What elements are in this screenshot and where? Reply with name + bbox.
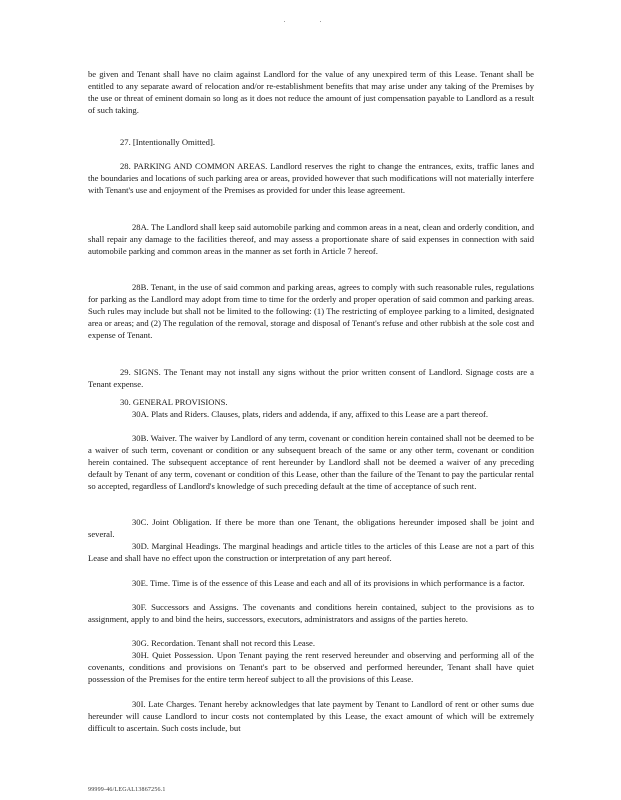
- paragraph-28-text: 28. PARKING AND COMMON AREAS. Landlord reserves the right to change the entrances, exits, traffic lanes and the boundaries and locations of such parking area or areas, provided however that such modifications will not materially interfere with Tenant's use and enjoyment of the Premises as provided for under this lease agreement.: [88, 161, 534, 196]
- paragraph-30d: [88, 540, 534, 564]
- paragraph-30e: [88, 577, 534, 589]
- paragraph-30a: [88, 408, 534, 420]
- paragraph-28: [88, 160, 534, 196]
- paragraph-30d-text: 30D. Marginal Headings. The marginal headings and article titles to the articles of this Lease are not a part of this Lease and shall have no effect upon the construction or interpretation of any part hereof.: [88, 541, 534, 564]
- paragraph-30b: [88, 432, 534, 492]
- top-scan-mark: · ·: [283, 18, 338, 26]
- paragraph-27-text: 27. [Intentionally Omitted].: [120, 137, 215, 147]
- paragraph-30c: [88, 516, 534, 540]
- paragraph-intro: [88, 68, 534, 116]
- paragraph-30i-text: 30I. Late Charges. Tenant hereby acknowledges that late payment by Tenant to Landlord of rent or other sums due hereunder will cause Landlord to incur costs not contemplated by this Lease, the exact amount of which will be extremely difficult to ascertain. Such costs include, but: [88, 699, 534, 734]
- paragraph-30-heading: [88, 396, 534, 408]
- paragraph-28a-text: 28A. The Landlord shall keep said automobile parking and common areas in a neat, clean and orderly condition, and shall repair any damage to the facilities thereof, and may assess a proportionate share of said expenses in connection with said automobile parking and common areas in the manner as set forth in Article 7 hereof.: [88, 222, 534, 257]
- paragraph-30i: [88, 698, 534, 734]
- paragraph-30-heading-text: 30. GENERAL PROVISIONS.: [120, 397, 228, 407]
- paragraph-30h-text: 30H. Quiet Possession. Upon Tenant paying the rent reserved hereunder and observing and performing all of the covenants, conditions and provisions on Tenant's part to be observed and performed hereunder, Tenant shall have quiet possession of the Premises for the entire term hereof subject to all the provisions of this Lease.: [88, 650, 534, 685]
- paragraph-28a: [88, 221, 534, 257]
- paragraph-30g-text: 30G. Recordation. Tenant shall not record this Lease.: [132, 638, 315, 648]
- paragraph-30a-text: 30A. Plats and Riders. Clauses, plats, riders and addenda, if any, affixed to this Lease are a part thereof.: [132, 409, 489, 419]
- paragraph-30f: [88, 601, 534, 625]
- paragraph-28b-text: 28B. Tenant, in the use of said common and parking areas, agrees to comply with such reasonable rules, regulations for parking as the Landlord may adopt from time to time for the orderly and proper operation of said common and parking areas. Such rules may include but shall not be limited to the following: (1) The restricting of employee parking to a limited, designated area or areas; and (2) The regulation of the removal, storage and disposal of Tenant's refuse and other rubbish at the sole cost and expense of Tenant.: [88, 282, 534, 341]
- paragraph-30b-text: 30B. Waiver. The waiver by Landlord of any term, covenant or condition herein contained shall not be deemed to be a waiver of such term, covenant or condition or any subsequent breach of the same or any other term, covenant or condition herein contained. The subsequent acceptance of rent hereunder by Landlord shall not be deemed a waiver of any preceding default by Tenant of any term, covenant or condition of this Lease, other than the failure of the Tenant to pay the particular rental so accepted, regardless of Landlord's knowledge of such preceding default at the time of acceptance of such rent.: [88, 433, 534, 492]
- paragraph-28b: [88, 281, 534, 341]
- paragraph-30f-text: 30F. Successors and Assigns. The covenants and conditions herein contained, subject to the provisions as to assignment, apply to and bind the heirs, successors, executors, administrators and assigns of the parties hereto.: [88, 602, 534, 625]
- paragraph-30c-text: 30C. Joint Obligation. If there be more than one Tenant, the obligations hereunder imposed shall be joint and several.: [88, 517, 534, 540]
- paragraph-30e-text: 30E. Time. Time is of the essence of this Lease and each and all of its provisions in which performance is a factor.: [132, 578, 525, 588]
- document-footer-id: 99999-46/LEGAL13867256.1: [88, 787, 166, 793]
- paragraph-30h: [88, 649, 534, 685]
- paragraph-30g: [88, 637, 534, 649]
- paragraph-intro-text: be given and Tenant shall have no claim against Landlord for the value of any unexpired term of this Lease. Tenant shall be entitled to any separate award of relocation and/or re-establishment benefits that may arise under any taking of the Premises by the use or threat of eminent domain so long as it does not reduce the amount of just compensation payable to Landlord as a result of such taking.: [88, 69, 534, 116]
- paragraph-29-text: 29. SIGNS. The Tenant may not install any signs without the prior written consent of Landlord. Signage costs are a Tenant expense.: [88, 367, 534, 390]
- paragraph-27: [88, 136, 534, 148]
- paragraph-29: [88, 366, 534, 390]
